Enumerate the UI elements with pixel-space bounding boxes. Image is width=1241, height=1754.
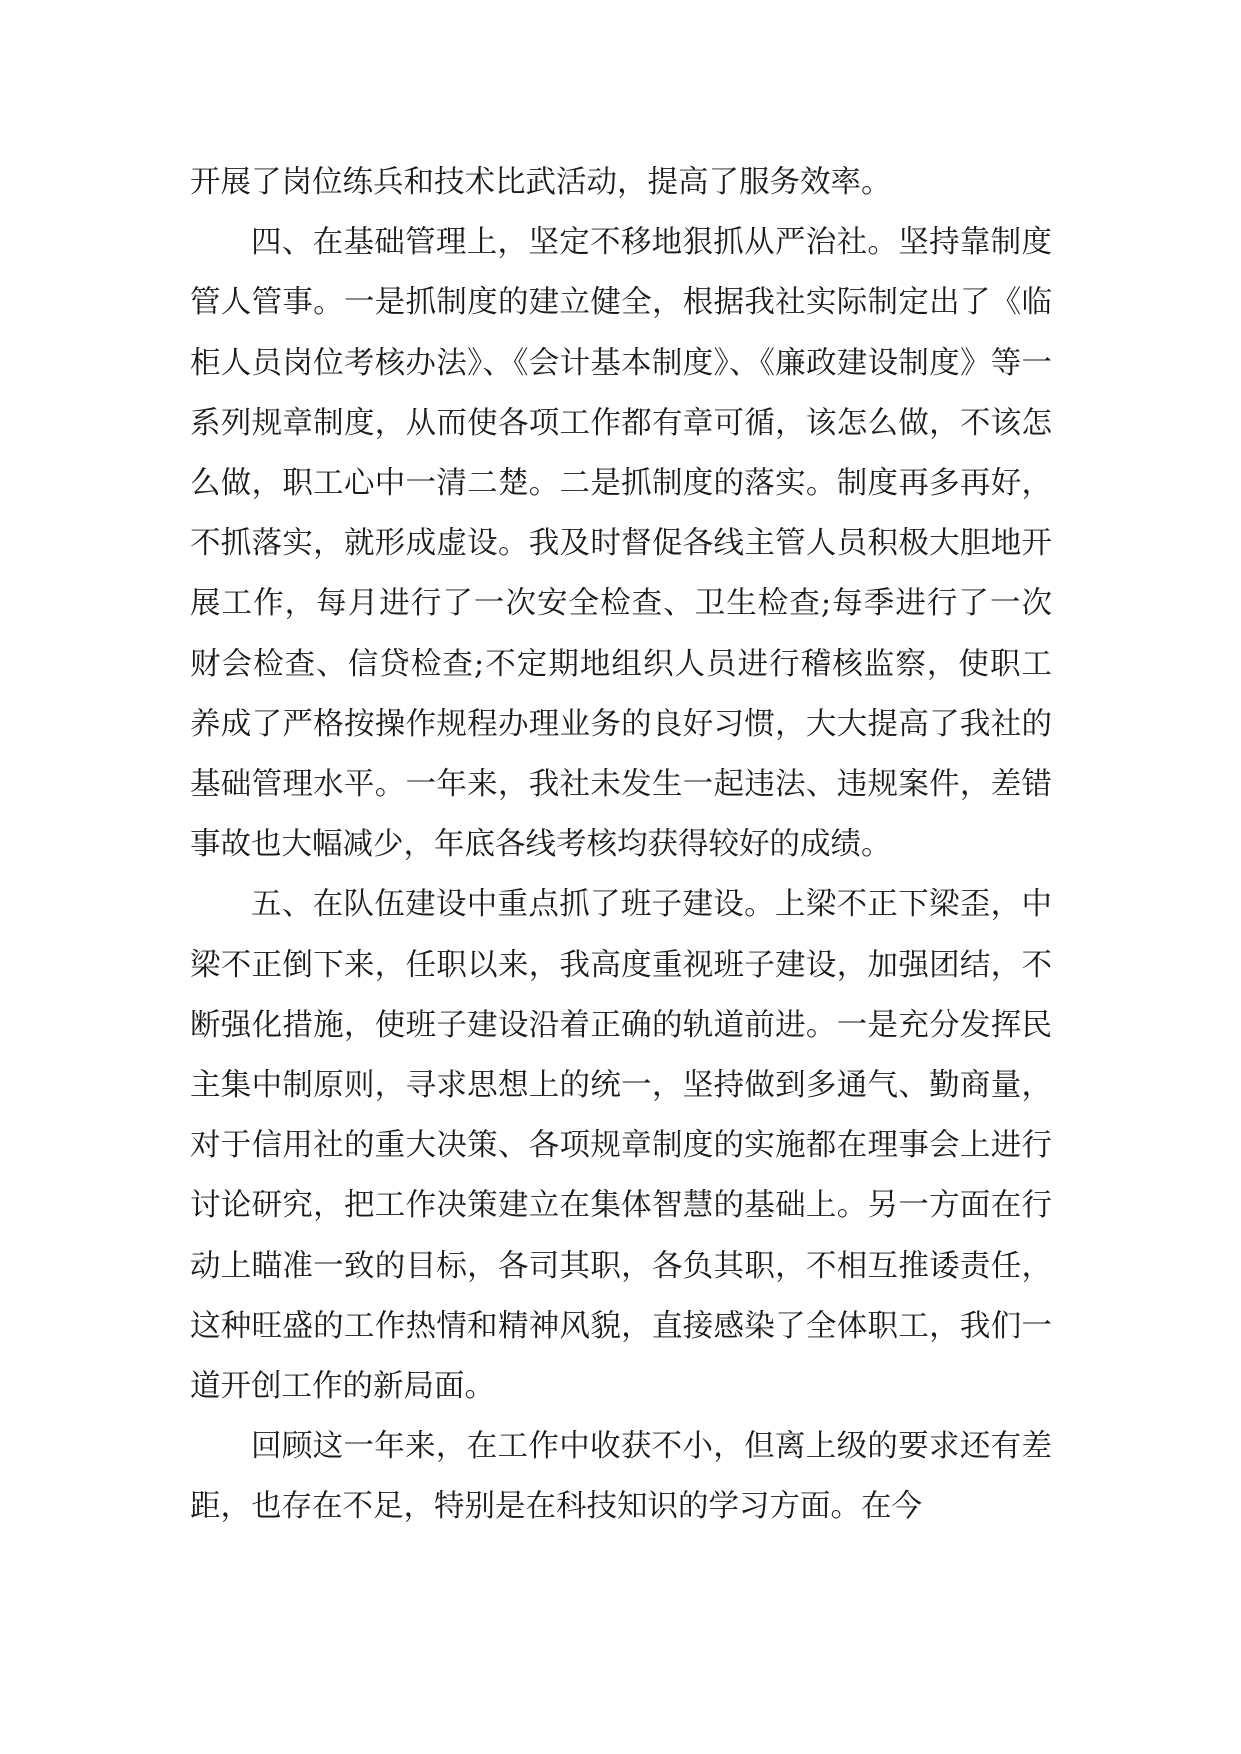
paragraph-basic-management: 四、在基础管理上，坚定不移地狠抓从严治社。坚持靠制度管人管事。一是抓制度的建立健全，根据我社实际制定出了《临柜人员岗位考核办法》、《会计基本制度》、《廉政建设制度》等一系列规章制度，从而使各项工作都有章可循，该怎么做，不该怎么做，职工心中一清二楚。二是抓制度的落实。制度再多再好，不抓落实，就形成虚设。我及时督促各线主管人员积极大胆地开展工作，每月进行了一次安全检查、卫生检查;每季进行了一次财会检查、信贷检查;不定期地组织人员进行稽核监察，使职工养成了严格按操作规程办理业务的良好习惯，大大提高了我社的基础管理水平。一年来，我社未发生一起违法、违规案件，差错事故也大幅减少，年底各线考核均获得较好的成绩。 xyxy=(190,225,1052,863)
paragraph-review: 回顾这一年来，在工作中收获不小，但离上级的要求还有差距，也存在不足，特别是在科技知识的学习方面。在今 xyxy=(190,1429,1052,1525)
paragraph-team-building: 五、在队伍建设中重点抓了班子建设。上梁不正下梁歪，中梁不正倒下来，任职以来，我高度重视班子建设，加强团结，不断强化措施，使班子建设沿着正确的轨道前进。一是充分发挥民主集中制原则，寻求思想上的统一，坚持做到多通气、勤商量，对于信用社的重大决策、各项规章制度的实施都在理事会上进行讨论研究，把工作决策建立在集体智慧的基础上。另一方面在行动上瞄准一致的目标，各司其职，各负其职，不相互推诿责任，这种旺盛的工作热情和精神风貌，直接感染了全体职工，我们一道开创工作的新局面。 xyxy=(190,887,1052,1405)
body-text xyxy=(190,153,1052,1538)
paragraph-continuation: 开展了岗位练兵和技术比武活动，提高了服务效率。 xyxy=(190,165,892,200)
